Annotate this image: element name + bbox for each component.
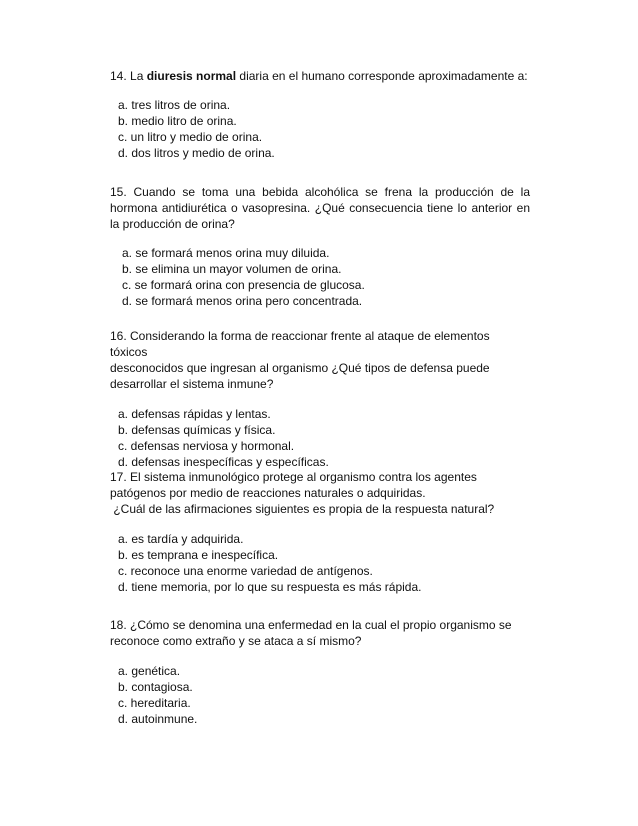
option-c: c. defensas nerviosa y hormonal. — [118, 439, 295, 453]
options-list — [110, 406, 530, 470]
options-list — [110, 245, 530, 309]
option-d: d. dos litros y medio de orina. — [118, 146, 275, 160]
option-a: a. genética. — [118, 664, 181, 678]
option-a: a. es tardía y adquirida. — [118, 532, 244, 546]
question-14 — [110, 68, 530, 161]
option-b: b. defensas químicas y física. — [118, 423, 276, 437]
question-stem — [110, 328, 530, 392]
stem-text: diaria en el humano corresponde aproximadamente a: — [236, 69, 528, 83]
stem-line: desconocidos que ingresan al organismo ¿Qué tipos de defensa puede — [110, 361, 490, 375]
stem-line: 17. El sistema inmunológico protege al organismo contra los agentes — [110, 470, 477, 484]
question-stem — [110, 68, 530, 84]
stem-line: patógenos por medio de reacciones naturales o adquiridas. — [110, 486, 426, 500]
question-stem — [110, 617, 530, 649]
option-b: b. contagiosa. — [118, 680, 193, 694]
question-16 — [110, 328, 530, 470]
option-c: c. reconoce una enorme variedad de antígenos. — [118, 564, 373, 578]
stem-text: 14. La — [110, 69, 147, 83]
question-17 — [110, 469, 530, 595]
option-c: c. hereditaria. — [118, 696, 191, 710]
option-b: b. es temprana e inespecífica. — [118, 548, 279, 562]
option-d: d. tiene memoria, por lo que su respuesta es más rápida. — [118, 580, 422, 594]
stem-bold-term: diuresis normal — [146, 69, 237, 83]
option-d: d. defensas inespecíficas y específicas. — [118, 455, 329, 469]
stem-line: reconoce como extraño y se ataca a sí mismo? — [110, 634, 362, 648]
option-c: c. se formará orina con presencia de glucosa. — [122, 278, 365, 292]
stem-line: desarrollar el sistema inmune? — [110, 377, 274, 391]
question-18 — [110, 617, 530, 727]
options-list — [110, 531, 530, 595]
option-d: d. autoinmune. — [118, 712, 198, 726]
option-a: a. se formará menos orina muy diluida. — [122, 246, 330, 260]
option-c: c. un litro y medio de orina. — [118, 130, 263, 144]
option-a: a. defensas rápidas y lentas. — [118, 407, 271, 421]
question-stem: 15. Cuando se toma una bebida alcohólica se frena la producción de la hormona antidiurética o vasopresina. ¿Qué consecuencia tiene lo anterior en la producción de orina? — [110, 185, 530, 231]
options-list — [110, 663, 530, 727]
stem-line: ¿Cuál de las afirmaciones siguientes es propia de la respuesta natural? — [110, 502, 495, 516]
option-b: b. medio litro de orina. — [118, 114, 237, 128]
question-15 — [110, 184, 530, 309]
option-b: b. se elimina un mayor volumen de orina. — [122, 262, 342, 276]
options-list — [110, 97, 530, 161]
stem-line: 18. ¿Cómo se denomina una enfermedad en la cual el propio organismo se — [110, 618, 512, 632]
option-a: a. tres litros de orina. — [118, 98, 231, 112]
stem-line: 16. Considerando la forma de reaccionar frente al ataque de elementos tóxicos — [110, 329, 490, 359]
question-stem — [110, 469, 530, 517]
option-d: d. se formará menos orina pero concentrada. — [122, 294, 363, 308]
